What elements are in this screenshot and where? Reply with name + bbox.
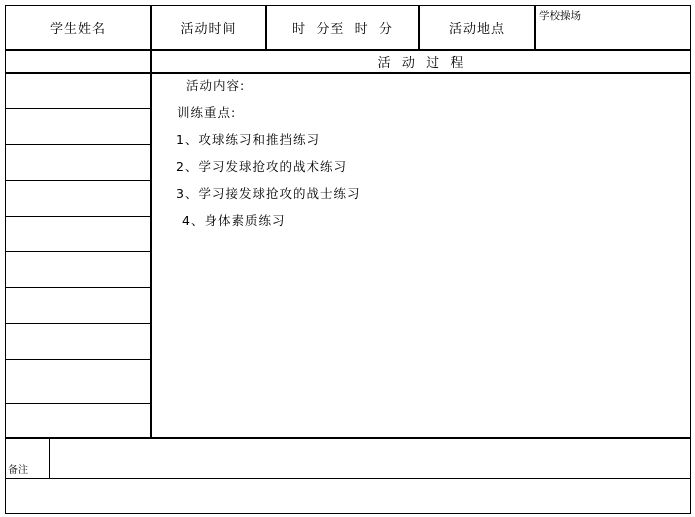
- student-name-label: 学生姓名: [49, 22, 106, 37]
- left-row-line: [5, 323, 151, 324]
- activity-time-label: 活动时间: [180, 22, 237, 37]
- content-label: 活动内容:: [186, 78, 246, 93]
- form-border-bottom: [5, 513, 691, 514]
- remarks-bottom-line: [5, 478, 691, 479]
- focus-item: 2、学习发球抢攻的战术练习: [176, 159, 347, 174]
- remarks-divider: [49, 438, 50, 479]
- left-row-line: [5, 144, 151, 145]
- remarks-top-line: [5, 437, 691, 439]
- focus-item: 4、身体素质练习: [182, 213, 286, 228]
- left-row-line: [5, 180, 151, 181]
- process-title-bottom-line: [5, 72, 691, 74]
- location-value: 学校操场: [539, 10, 581, 22]
- left-row-line: [5, 403, 151, 404]
- focus-label: 训练重点:: [177, 105, 237, 120]
- left-row-line: [5, 251, 151, 252]
- focus-item: 1、攻球练习和推挡练习: [176, 132, 320, 147]
- location-label: 活动地点: [448, 22, 505, 37]
- left-row-line: [5, 108, 151, 109]
- remarks-label: 备注: [8, 465, 28, 476]
- left-row-line: [5, 287, 151, 288]
- focus-item: 3、学习接发球抢攻的战士练习: [176, 186, 361, 201]
- left-row-line: [5, 216, 151, 217]
- header-divider-4: [534, 5, 536, 50]
- time-value: 时 分至 时 分: [292, 22, 393, 37]
- process-title: 活 动 过 程: [377, 56, 465, 71]
- left-row-line: [5, 359, 151, 360]
